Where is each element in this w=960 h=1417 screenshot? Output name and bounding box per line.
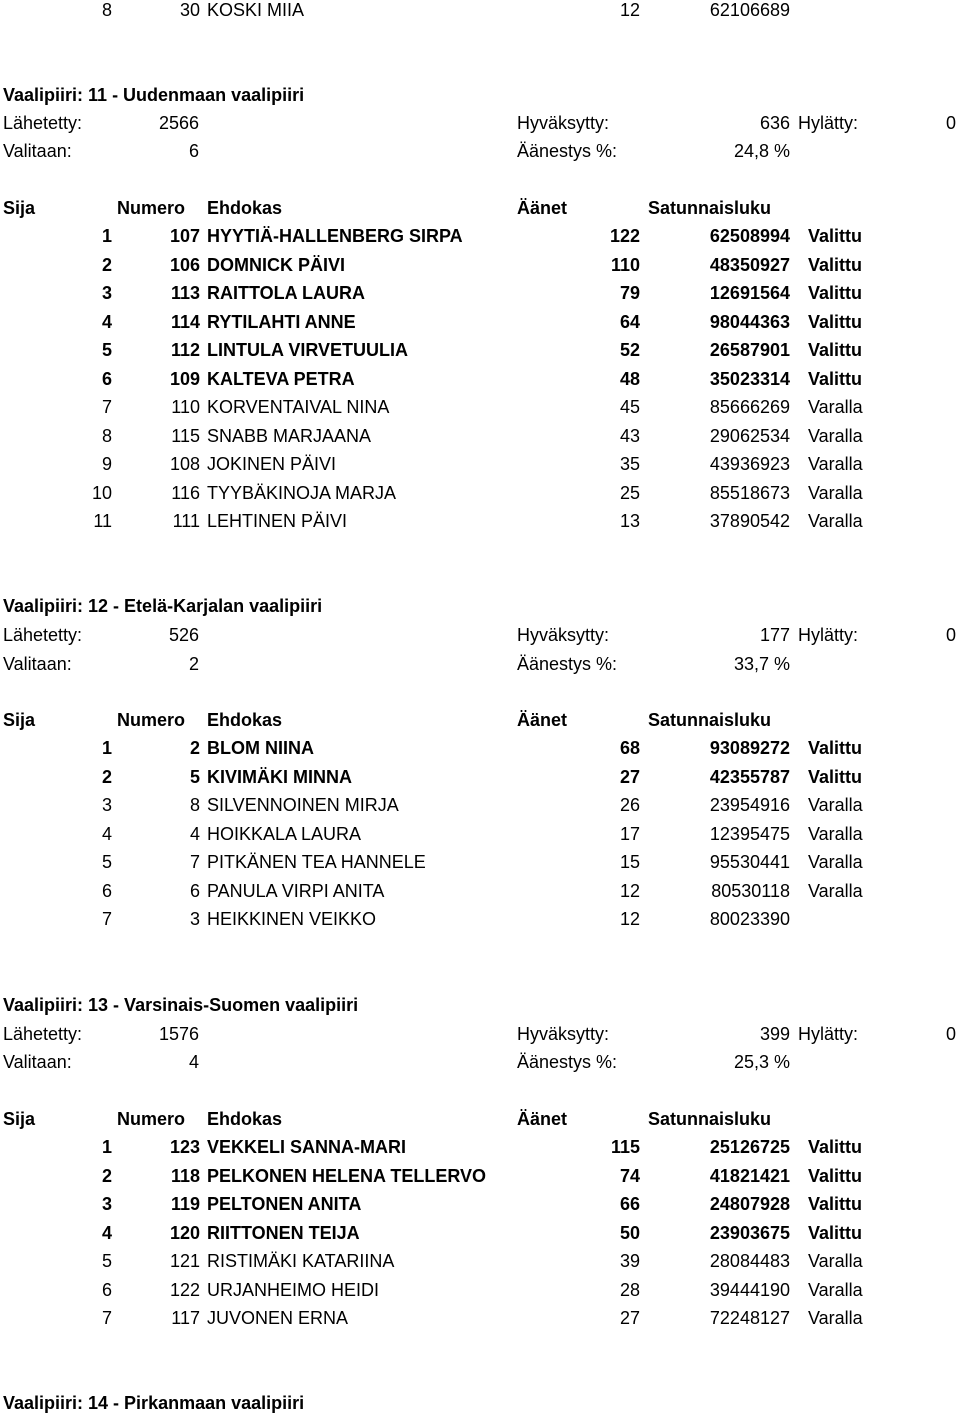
table-header xyxy=(0,194,960,222)
candidate-name: RYTILAHTI ANNE xyxy=(207,312,356,332)
votes: 17 xyxy=(619,824,640,844)
candidate-row xyxy=(0,336,960,364)
votes: 68 xyxy=(619,738,640,758)
votes: 12 xyxy=(619,0,640,20)
candidate-number: 8 xyxy=(189,795,200,815)
candidate-name: SILVENNOINEN MIRJA xyxy=(207,795,399,815)
to-elect-label: Valitaan: xyxy=(3,141,72,161)
rank: 5 xyxy=(101,340,112,360)
candidate-number: 3 xyxy=(189,909,200,929)
status: Valittu xyxy=(808,312,863,332)
votes: 52 xyxy=(619,340,640,360)
candidate-name: BLOM NIINA xyxy=(207,738,314,758)
candidate-row xyxy=(0,279,960,307)
random-number: 62508994 xyxy=(709,226,790,246)
status: Valittu xyxy=(808,283,863,303)
candidate-number: 117 xyxy=(171,1308,200,1328)
votes: 27 xyxy=(619,1308,640,1328)
votes: 64 xyxy=(619,312,640,332)
to-elect-value: 4 xyxy=(188,1052,199,1072)
header-votes: Äänet xyxy=(517,1109,568,1129)
random-number: 12691564 xyxy=(709,283,790,303)
rank: 6 xyxy=(101,881,112,901)
rejected-label: Hylätty: xyxy=(798,1024,859,1044)
candidate-name: SNABB MARJAANA xyxy=(207,426,372,446)
rank: 2 xyxy=(101,1166,112,1186)
candidate-number: 111 xyxy=(172,511,200,531)
table-header xyxy=(0,706,960,734)
turnout-label: Äänestys %: xyxy=(517,141,618,161)
rejected-value: 0 xyxy=(945,1024,956,1044)
candidate-number: 110 xyxy=(171,397,200,417)
random-number: 41821421 xyxy=(709,1166,790,1186)
status: Varalla xyxy=(808,483,863,503)
rejected-label: Hylätty: xyxy=(798,625,859,645)
random-number: 24807928 xyxy=(709,1194,790,1214)
candidate-number: 5 xyxy=(189,767,200,787)
rank: 3 xyxy=(101,283,112,303)
candidate-number: 109 xyxy=(169,369,200,389)
random-number: 48350927 xyxy=(709,255,790,275)
candidate-row xyxy=(0,848,960,876)
random-number: 39444190 xyxy=(709,1280,790,1300)
votes: 12 xyxy=(619,909,640,929)
candidate-number: 119 xyxy=(170,1194,200,1214)
rank: 9 xyxy=(101,454,112,474)
rank: 4 xyxy=(101,824,112,844)
candidate-name: KIVIMÄKI MINNA xyxy=(207,767,352,787)
accepted-value: 177 xyxy=(759,625,790,645)
votes: 66 xyxy=(619,1194,640,1214)
candidate-row xyxy=(0,422,960,450)
votes: 28 xyxy=(619,1280,640,1300)
candidate-row xyxy=(0,251,960,279)
rejected-value: 0 xyxy=(945,625,956,645)
candidate-row xyxy=(0,1276,960,1304)
header-number: Numero xyxy=(117,1109,186,1129)
district-meta-row xyxy=(0,137,960,165)
candidate-number: 4 xyxy=(189,824,200,844)
votes: 13 xyxy=(619,511,640,531)
candidate-number: 107 xyxy=(169,226,200,246)
votes: 110 xyxy=(610,255,640,275)
status: Valittu xyxy=(808,369,863,389)
rejected-label: Hylätty: xyxy=(798,113,859,133)
candidate-number: 118 xyxy=(170,1166,200,1186)
candidate-number: 121 xyxy=(169,1251,200,1271)
candidate-number: 108 xyxy=(169,454,200,474)
candidate-name: DOMNICK PÄIVI xyxy=(207,255,346,275)
candidate-name: HEIKKINEN VEIKKO xyxy=(207,909,377,929)
rank: 5 xyxy=(101,852,112,872)
candidate-row xyxy=(0,0,960,24)
status: Varalla xyxy=(808,1308,863,1328)
candidate-row xyxy=(0,393,960,421)
random-number: 25126725 xyxy=(709,1137,790,1157)
candidate-name: PANULA VIRPI ANITA xyxy=(207,881,385,901)
votes: 39 xyxy=(619,1251,640,1271)
candidate-number: 106 xyxy=(169,255,200,275)
candidate-name: JUVONEN ERNA xyxy=(207,1308,349,1328)
random-number: 93089272 xyxy=(709,738,790,758)
header-rank: Sija xyxy=(3,710,36,730)
random-number: 42355787 xyxy=(709,767,790,787)
random-number: 85518673 xyxy=(709,483,790,503)
turnout-value: 24,8 % xyxy=(733,141,790,161)
status xyxy=(808,905,928,933)
accepted-label: Hyväksytty: xyxy=(517,625,610,645)
votes: 43 xyxy=(619,426,640,446)
candidate-row xyxy=(0,479,960,507)
header-candidate: Ehdokas xyxy=(207,198,283,218)
candidate-row xyxy=(0,820,960,848)
votes: 27 xyxy=(619,767,640,787)
candidate-row xyxy=(0,1247,960,1275)
random-number: 72248127 xyxy=(709,1308,790,1328)
rank: 8 xyxy=(101,426,112,446)
random-number: 23903675 xyxy=(709,1223,790,1243)
candidate-row xyxy=(0,222,960,250)
sent-label: Lähetetty: xyxy=(3,1024,83,1044)
district-title: Vaalipiiri: 13 - Varsinais-Suomen vaalipiiri xyxy=(3,995,359,1015)
votes: 115 xyxy=(610,1137,640,1157)
votes: 26 xyxy=(619,795,640,815)
turnout-label: Äänestys %: xyxy=(517,1052,618,1072)
sent-value: 2566 xyxy=(158,113,199,133)
candidate-number: 2 xyxy=(189,738,200,758)
rank: 3 xyxy=(101,1194,112,1214)
candidate-number: 6 xyxy=(189,881,200,901)
random-number: 23954916 xyxy=(709,795,790,815)
header-votes: Äänet xyxy=(517,198,568,218)
to-elect-label: Valitaan: xyxy=(3,1052,72,1072)
votes: 50 xyxy=(619,1223,640,1243)
votes: 79 xyxy=(619,283,640,303)
header-random: Satunnaisluku xyxy=(648,710,772,730)
candidate-row xyxy=(0,308,960,336)
to-elect-value: 2 xyxy=(188,654,199,674)
header-votes: Äänet xyxy=(517,710,568,730)
votes: 122 xyxy=(609,226,640,246)
candidate-number: 112 xyxy=(170,340,200,360)
status: Varalla xyxy=(808,1251,863,1271)
random-number: 28084483 xyxy=(709,1251,790,1271)
votes: 35 xyxy=(619,454,640,474)
turnout-label: Äänestys %: xyxy=(517,654,618,674)
candidate-row xyxy=(0,1190,960,1218)
status: Varalla xyxy=(808,852,863,872)
turnout-value: 25,3 % xyxy=(733,1052,790,1072)
candidate-name: LEHTINEN PÄIVI xyxy=(207,511,348,531)
candidate-name: KOSKI MIIA xyxy=(207,0,305,20)
header-rank: Sija xyxy=(3,198,36,218)
votes: 12 xyxy=(619,881,640,901)
candidate-row xyxy=(0,1219,960,1247)
rank: 11 xyxy=(93,511,112,531)
header-rank: Sija xyxy=(3,1109,36,1129)
district-meta-row xyxy=(0,650,960,678)
random-number: 80023390 xyxy=(709,909,790,929)
status: Varalla xyxy=(808,511,863,531)
status: Valittu xyxy=(808,1166,863,1186)
candidate-name: PELKONEN HELENA TELLERVO xyxy=(207,1166,487,1186)
district-meta-row xyxy=(0,1020,960,1048)
candidate-row xyxy=(0,734,960,762)
rank: 3 xyxy=(101,795,112,815)
district-title: Vaalipiiri: 12 - Etelä-Karjalan vaalipiiri xyxy=(3,596,323,616)
status: Varalla xyxy=(808,454,863,474)
rank: 8 xyxy=(101,0,112,20)
status: Varalla xyxy=(808,881,863,901)
candidate-name: KALTEVA PETRA xyxy=(207,369,355,389)
candidate-number: 7 xyxy=(189,852,200,872)
rank: 1 xyxy=(101,738,112,758)
random-number: 98044363 xyxy=(709,312,790,332)
rank: 6 xyxy=(101,1280,112,1300)
candidate-number: 123 xyxy=(169,1137,200,1157)
candidate-name: JOKINEN PÄIVI xyxy=(207,454,337,474)
random-number: 62106689 xyxy=(709,0,790,20)
candidate-name: PITKÄNEN TEA HANNELE xyxy=(207,852,426,872)
header-random: Satunnaisluku xyxy=(648,1109,772,1129)
candidate-number: 120 xyxy=(169,1223,200,1243)
turnout-value: 33,7 % xyxy=(733,654,790,674)
candidate-number: 30 xyxy=(179,0,200,20)
random-number: 80530118 xyxy=(711,881,790,901)
table-header xyxy=(0,1105,960,1133)
candidate-row xyxy=(0,507,960,535)
header-candidate: Ehdokas xyxy=(207,710,283,730)
accepted-value: 636 xyxy=(759,113,790,133)
status: Varalla xyxy=(808,1280,863,1300)
status: Varalla xyxy=(808,824,863,844)
status: Valittu xyxy=(808,767,863,787)
candidate-name: VEKKELI SANNA-MARI xyxy=(207,1137,407,1157)
status: Varalla xyxy=(808,426,863,446)
candidate-name: HYYTIÄ-HALLENBERG SIRPA xyxy=(207,226,463,246)
candidate-name: KORVENTAIVAL NINA xyxy=(207,397,390,417)
sent-value: 1576 xyxy=(158,1024,199,1044)
status: Valittu xyxy=(808,1194,863,1214)
candidate-name: LINTULA VIRVETUULIA xyxy=(207,340,408,360)
rank: 7 xyxy=(101,909,112,929)
district-meta-row xyxy=(0,109,960,137)
district-meta-row xyxy=(0,621,960,649)
status: Valittu xyxy=(808,255,863,275)
random-number: 37890542 xyxy=(709,511,790,531)
rank: 5 xyxy=(101,1251,112,1271)
sent-label: Lähetetty: xyxy=(3,625,83,645)
status: Valittu xyxy=(808,1223,863,1243)
accepted-value: 399 xyxy=(759,1024,790,1044)
candidate-name: PELTONEN ANITA xyxy=(207,1194,362,1214)
candidate-row xyxy=(0,877,960,905)
random-number: 35023314 xyxy=(709,369,790,389)
candidate-number: 115 xyxy=(171,426,200,446)
district-title: Vaalipiiri: 14 - Pirkanmaan vaalipiiri xyxy=(3,1393,305,1413)
random-number: 26587901 xyxy=(709,340,790,360)
accepted-label: Hyväksytty: xyxy=(517,113,610,133)
rank: 1 xyxy=(101,1137,112,1157)
to-elect-label: Valitaan: xyxy=(3,654,72,674)
candidate-row xyxy=(0,1304,960,1332)
candidate-name: URJANHEIMO HEIDI xyxy=(207,1280,380,1300)
rank: 7 xyxy=(101,1308,112,1328)
to-elect-value: 6 xyxy=(188,141,199,161)
candidate-number: 122 xyxy=(169,1280,200,1300)
random-number: 43936923 xyxy=(709,454,790,474)
candidate-number: 114 xyxy=(170,312,200,332)
candidate-row xyxy=(0,1133,960,1161)
candidate-number: 113 xyxy=(170,283,200,303)
votes: 48 xyxy=(619,369,640,389)
rank: 6 xyxy=(101,369,112,389)
candidate-row xyxy=(0,450,960,478)
candidate-number: 116 xyxy=(171,483,200,503)
district-meta-row xyxy=(0,1048,960,1076)
votes: 15 xyxy=(619,852,640,872)
rank: 7 xyxy=(101,397,112,417)
accepted-label: Hyväksytty: xyxy=(517,1024,610,1044)
rank: 1 xyxy=(101,226,112,246)
status: Valittu xyxy=(808,1137,863,1157)
district-title: Vaalipiiri: 11 - Uudenmaan vaalipiiri xyxy=(3,85,305,105)
candidate-name: TYYBÄKINOJA MARJA xyxy=(207,483,397,503)
status: Valittu xyxy=(808,340,863,360)
candidate-name: RISTIMÄKI KATARIINA xyxy=(207,1251,395,1271)
rejected-value: 0 xyxy=(945,113,956,133)
status: Valittu xyxy=(808,738,863,758)
random-number: 12395475 xyxy=(709,824,790,844)
header-number: Numero xyxy=(117,198,186,218)
status: Valittu xyxy=(808,226,863,246)
sent-value: 526 xyxy=(168,625,199,645)
candidate-name: HOIKKALA LAURA xyxy=(207,824,362,844)
candidate-row xyxy=(0,905,960,933)
candidate-row xyxy=(0,1162,960,1190)
random-number: 95530441 xyxy=(709,852,790,872)
candidate-row xyxy=(0,791,960,819)
votes: 25 xyxy=(619,483,640,503)
votes: 74 xyxy=(619,1166,640,1186)
random-number: 29062534 xyxy=(709,426,790,446)
rank: 2 xyxy=(101,255,112,275)
random-number: 85666269 xyxy=(709,397,790,417)
votes: 45 xyxy=(619,397,640,417)
header-random: Satunnaisluku xyxy=(648,198,772,218)
rank: 4 xyxy=(101,1223,112,1243)
status: Varalla xyxy=(808,397,863,417)
rank: 2 xyxy=(101,767,112,787)
sent-label: Lähetetty: xyxy=(3,113,83,133)
rank: 10 xyxy=(91,483,112,503)
header-candidate: Ehdokas xyxy=(207,1109,283,1129)
header-number: Numero xyxy=(117,710,186,730)
candidate-name: RIITTONEN TEIJA xyxy=(207,1223,360,1243)
status: Varalla xyxy=(808,795,863,815)
rank: 4 xyxy=(101,312,112,332)
candidate-name: RAITTOLA LAURA xyxy=(207,283,365,303)
candidate-row xyxy=(0,365,960,393)
candidate-row xyxy=(0,763,960,791)
